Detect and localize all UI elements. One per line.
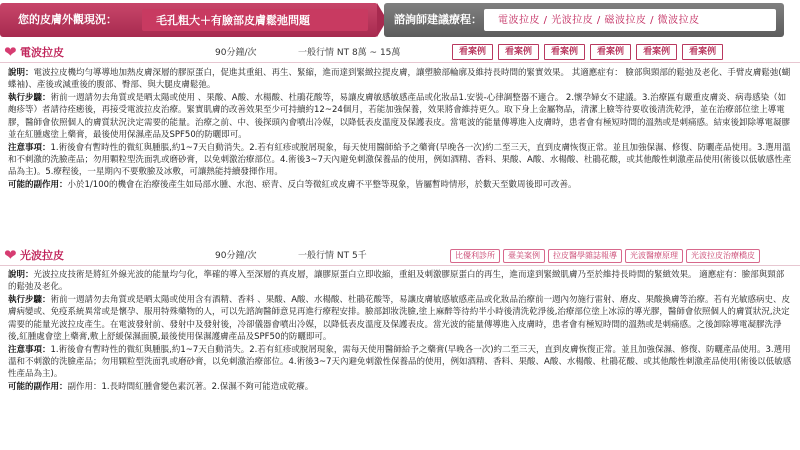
- notice-text: 1.術後會有暫時性的微紅與腫脹,約1~7天自動消失。2.若有紅疹或脫屑現象，需每天使用醫師給予之藥膏(早晚各一次)約二至三天，直到皮膚恢復正常。並且加強保濕、修復、防曬產品使用。3.選用溫和不刺激的洗臉產品；勿用顆粒型洗面乳或磨砂膏，以免刺激治療部位。4.術後3~7天內避免刺激性保養品的使用，例如酒精、香料、果酸、A酸、水楊酸、杜鵑花酸、或其他酸性刺激產品使用(術後以低敏感性產品為主)。: [8, 344, 792, 380]
- view-case-button[interactable]: 看案例: [636, 44, 677, 60]
- description-label: 說明：: [8, 270, 34, 280]
- heart-icon: ❤: [4, 246, 17, 264]
- case-tag-button[interactable]: 臺美案例: [503, 249, 545, 263]
- treatment-duration: 90分鐘/次: [215, 251, 257, 261]
- steps-label: 執行步驟：: [8, 93, 51, 104]
- notice-label: 注意事項：: [8, 142, 51, 153]
- steps-text: 術前一週請勿去角質或是晒太陽或使用含有酒精、香料 、果酸、A酸、水楊酸、杜鵑花酸等，易讓皮膚敏感敏感產品或化妝品治療前一週內勿施行雷射、磨皮、果酸換膚等治療。若有光敏感病史、皮膚病變或、免疫系統異常或是懷孕、服用特殊藥物的人，可以先諮詢醫師意見再進行療程安排。臉部卸妝洗臉,塗上麻醉等待約半小時後清洗乾淨後,治療部位塗上冰涼的導光膠，醫師會依照個人的膚質狀況,決定需要的能量光波拉皮產生。在電波發射前、發射中及發射後，冷卻儀器會噴出冷媒，以降低表皮溫度及保護表皮。當光波的能量傳導進入皮膚時，患者會有極短時間的溫熱或是刺痛感。之後卸除導電凝膠洗淨後,紅腫處會塗上藥膏,敷上舒緩保濕面膜,最後使用保濕護膚產品及SPF50的防曬即可。: [8, 295, 791, 342]
- recommendation-panel: [384, 3, 784, 37]
- side-effects-paragraph: [8, 381, 792, 393]
- view-case-button[interactable]: 看案例: [544, 44, 585, 60]
- description-paragraph: [8, 269, 792, 293]
- treatment-tag-button[interactable]: 光波拉皮治療橋皮: [686, 249, 760, 263]
- description-paragraph: [8, 67, 792, 91]
- view-case-button[interactable]: 看案例: [498, 44, 539, 60]
- header: [0, 0, 800, 40]
- treatment-title-row: [0, 246, 800, 266]
- description-text: 光波拉皮技術是將紅外線光波的能量均勻化，準確的導入至深層的真皮層，讓膠原蛋白立即收縮，重組及刺激膠原蛋白的再生，進而達到緊緻肌膚乃至於維持長時間的緊緻效果。 適應症有：臉部與頸部的鬆弛及老化。: [8, 270, 785, 293]
- skin-condition-value: 毛孔粗大＋有臉部皮膚鬆弛問題: [142, 9, 368, 31]
- view-case-button[interactable]: 看案例: [452, 44, 493, 60]
- side-effects-paragraph: [8, 179, 792, 191]
- info-tag-buttons: [450, 249, 760, 263]
- side-effects-label: 可能的副作用：: [8, 382, 68, 393]
- view-case-button[interactable]: 看案例: [590, 44, 631, 60]
- steps-paragraph: [8, 294, 792, 343]
- treatment-price: 一般行情 NT 8萬 ~ 15萬: [298, 48, 401, 58]
- treatment-name[interactable]: 光波拉皮: [20, 249, 64, 262]
- recommendation-label: 諮詢師建議療程：: [394, 13, 482, 26]
- steps-label: 執行步驟：: [8, 295, 51, 306]
- recommendation-value: 電波拉皮 / 光波拉皮 / 磁波拉皮 / 微波拉皮: [484, 9, 776, 31]
- heart-icon: ❤: [4, 43, 17, 61]
- skin-condition-panel: [0, 3, 378, 37]
- case-buttons: [452, 44, 723, 60]
- treatment-name[interactable]: 電波拉皮: [20, 46, 64, 59]
- clinic-tag-button[interactable]: 比優利診所: [450, 249, 500, 263]
- treatment-details: [8, 67, 792, 192]
- steps-paragraph: [8, 92, 792, 141]
- side-effects-label: 可能的副作用：: [8, 180, 68, 191]
- notice-paragraph: [8, 344, 792, 380]
- notice-label: 注意事項：: [8, 344, 51, 355]
- skin-condition-label: 您的皮膚外觀現況：: [18, 13, 117, 26]
- treatment-duration: 90分鐘/次: [215, 48, 257, 58]
- media-report-tag-button[interactable]: 拉皮醫學雜誌報導: [548, 249, 622, 263]
- principle-tag-button[interactable]: 光波醫療原理: [625, 249, 683, 263]
- view-case-button[interactable]: 看案例: [682, 44, 723, 60]
- notice-text: 1.術後會有暫時性的微紅與腫脹,約1~7天自動消失。2.若有紅疹或脫屑現象，每天使用醫師給予之藥膏(早晚各一次)約二至三天，直到皮膚恢復正常。並且加強保濕、修復、防曬產品使用。3.選用溫和不刺激的洗臉產品；勿用顆粒型洗面乳或磨砂膏，以免刺激治療部位。4.術後3~7天內避免刺激保養品的使用，例如酒精、香料、果酸、A酸、水楊酸、杜鵑花酸，或其他酸性刺激產品使用(術後以低敏感性產品為主)。5.療程後，一星期內不要敷臉及冰敷，可讓熱能持續發揮作用。: [8, 142, 792, 178]
- treatment-details: [8, 269, 792, 394]
- steps-text: 術前一週請勿去角質或是晒太陽或使用 、果酸、A酸、水楊酸、杜鵑花酸等，易讓皮膚敏感敏感產品或化妝品1.安裝-心律調整器不適合。 2.懷孕婦女不建議。3.治療區有嚴重皮膚炎、病毒感染（如皰疹等）者請待痊癒後，再接受電波拉皮治療。緊實肌膚的改善效果至少可持續約12~24個月，若能加強保養，效果將會維持更久。取下身上金屬物品，清潔上臉等待要收後清洗乾淨，並在治療部位塗上導電膠，醫師會依照個人的膚質狀況決定需要的能量。治療之前、中、後探頭內會噴出冷媒，以降低表皮溫度及保護表皮。當電波的能量傳導進入皮膚時，患者會有極短時間的溫熱或是刺痛感。結束後卸除導電凝膠並在紅腫處塗上藥膏，最後使用保濕產品及SPF50的防曬即可。: [8, 93, 791, 140]
- side-effects-text: 副作用：1.長時間紅腫會變色素沉著。2.保濕不夠可能造成乾癢。: [67, 382, 314, 393]
- notice-paragraph: [8, 142, 792, 178]
- treatment-price: 一般行情 NT 5千: [298, 251, 367, 261]
- description-text: 電波拉皮機均勻導導地加熱皮膚深層的膠原蛋白，促進其重組、再生、緊縮，進而達到緊緻拉提皮膚，讓塑臉部輪廓及維持長時間的緊實效果。 其適應症有： 臉部與頸部的鬆弛及老化、手臂皮膚鬆弛(蝴蝶袖)、產後或減重後的腹部、臀部、與大腿皮膚鬆弛。: [8, 68, 791, 91]
- description-label: 說明：: [8, 68, 34, 78]
- treatment-title-row: [0, 43, 800, 63]
- side-effects-text: 小於1/100的機會在治療後產生如局部水腫、水泡、瘀青、反白等微紅或皮膚不平整等現象，皆屬暫時情形，於數天至數周後即可改善。: [67, 180, 577, 191]
